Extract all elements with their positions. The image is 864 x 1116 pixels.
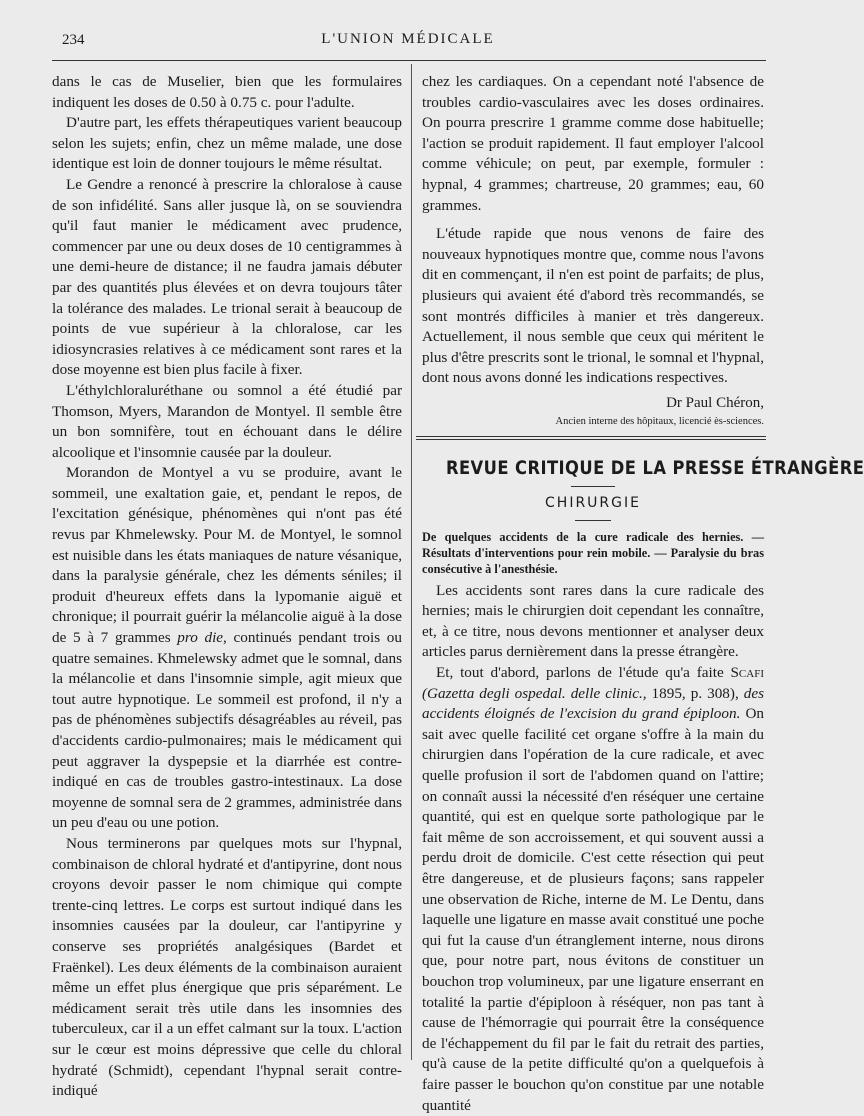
paragraph bbox=[422, 663, 764, 1116]
column-divider bbox=[411, 64, 412, 1060]
text-run: Et, tout d'abord, parlons de l'étude qu'a faite bbox=[436, 664, 731, 682]
section-double-rule bbox=[416, 436, 766, 440]
paragraph: Les accidents sont rares dans la cure radicale des hernies; mais le chirurgien doit cependant les connaître, et, à ce titre, nous devons mentionner et analyser deux articles parus dernièrement dans la presse étrangère. bbox=[422, 581, 764, 661]
paragraph bbox=[52, 463, 402, 834]
paragraph: L'éthylchloraluréthane ou somnol a été étudié par Thomson, Myers, Marandon de Montyel. Il semble être un bon somnifère, tout en échouant dans le délire alcoolique et l'insomnie causée par la douleur. bbox=[52, 381, 402, 461]
short-rule bbox=[575, 520, 611, 521]
author-title: Ancien interne des hôpitaux, licencié ès-sciences. bbox=[555, 415, 764, 427]
right-column bbox=[422, 72, 864, 1116]
paragraph: Nous terminerons par quelques mots sur l'hypnal, combinaison de chloral hydraté et d'antipyrine, dont nous croyons devoir passer le nom chimique qui compte trente-cinq lettres. Le corps est surtout indiqué dans les insomnies causées par la douleur, car l'antipyrine y conserve ses propriétés analgésiques (Bardet et Fraënkel). Les deux éléments de la combinaison auraient même un effet plus énergique que pris séparément. Le médicament serait très utile dans les insomnies des tuberculeux, car il a un effet calmant sur la toux. L'action sur le cœur est moins dépressive que celle du chloral hydraté (Schmidt), cependant l'hypnal serait contre-indiqué bbox=[52, 834, 402, 1100]
short-rule bbox=[571, 486, 615, 487]
paragraph: dans le cas de Muselier, bien que les formulaires indiquent les doses de 0.50 à 0.75 c. pour l'adulte. bbox=[52, 73, 402, 111]
paragraph: L'étude rapide que nous venons de faire des nouveaux hypnotiques montre que, comme nous l'avons dit en commençant, il n'en est point de parfaits; de plus, plusieurs qui avaient été d'abord très recommandés, se sont montrés difficiles à manier et très dangereux. Actuellement, il nous semble que ceux qui méritent le plus d'être prescrits sont le trional, le somnal et l'hypnal, dont nous avons donné les indications respectives. bbox=[422, 225, 764, 387]
journal-name: (Gazetta degli ospedal. delle clinic., bbox=[422, 684, 647, 702]
paragraph: chez les cardiaques. On a cependant noté l'absence de troubles cardio-vasculaires avec les doses ordinaires. On pourra prescrire 1 gramme comme dose habituelle; l'action se produit rapidement. Il faut employer l'alcool comme véhicule; on peut, par exemple, formuler : hypnal, 4 grammes; chartreuse, 20 grammes; eau, 60 grammes. bbox=[422, 73, 764, 214]
text-run: Morandon de Montyel a vu se produire, avant le sommeil, une exaltation gaie, et, pendant le repos, de l'excitation génésique, phénomènes qui n'ont pas été revus par Khmelewsky. Pour M. de Montyel, le somnol est nuisible dans les états maniaques de nature vésanique, dans la paralysie générale, chez les déments séniles; il produit d'heureux effets dans la lypomanie aiguë et chronique; il pourrait guérir la mélancolie aiguë à la dose de 5 à 7 grammes bbox=[52, 464, 402, 647]
paragraph: Le Gendre a renoncé à prescrire la chloralose à cause de son infidélité. Sans aller jusque là, on se souviendra qu'il faut manier le médicament avec prudence, commencer par une ou deux doses de 10 centigrammes à une demi-heure de distance; il ne faudra jamais débuter par des quantités plus élevées et on devra toujours tâter la tolérance des malades. Le trional serait à beaucoup de points de vue supérieur à la chloralose, car les idiosyncrasies relatives à ce médicament sont rares et la dose moyenne est bien plus facile à fixer. bbox=[52, 175, 402, 379]
page-header bbox=[52, 28, 764, 54]
text-run: 1895, p. 308), bbox=[646, 684, 744, 702]
section-title: REVUE CRITIQUE DE LA PRESSE ÉTRANGÈRE bbox=[445, 456, 864, 479]
author-name: Scafi bbox=[730, 664, 764, 682]
text-run: On sait avec quelle facilité cet organe s'offre à la main du chirurgien dans l'opération de la cure radicale, et avec quelle profusion il sort de l'abdomen quand on l'attire; on connaît aussi la nécessité d'en réséquer une certaine quantité, qui est en quelque sorte pathologique par le fait même de son accroissement, et qui souvent aussi a perdu droit de domicile. C'est cette résection qui peut être dangereuse, et de plusieurs façons; sans rappeler une observation de Riche, interne de M. Le Dentu, dans laquelle une ligature en masse avait constitué une poche qui fut la cause d'un étranglement interne, nous dirons que, pour notre part, nous évitons de constituer un bouchon trop volumineux, par une ligature enserrant en totalité la partie d'épiploon à réséquer, non pas tant à cause de l'hémorragie qui pourrait être la conséquence de l'échappement du fil par le fait du retrait des parties, qu'à cause de la petite difficulté qu'on a quelquefois à faire passer le bouchon qu'on constitue par une notable quantité bbox=[422, 705, 765, 1114]
italic-term: pro die bbox=[177, 629, 224, 647]
running-head: L'UNION MÉDICALE bbox=[321, 31, 495, 47]
header-rule bbox=[52, 60, 766, 61]
paragraph: D'autre part, les effets thérapeutiques varient beaucoup selon les sujets; enfin, chez un même malade, une dose identique est loin de donner toujours le même résultat. bbox=[52, 114, 402, 173]
article-title: des accidents éloignés de l'excision du grand épiploon. bbox=[422, 684, 765, 723]
article-abstract: De quelques accidents de la cure radicale des hernies. — Résultats d'interventions pour rein mobile. — Paralysie du bras consécutive à l'anesthésie. bbox=[422, 529, 764, 576]
page-number: 234 bbox=[62, 32, 85, 48]
text-run: , continués pendant trois ou quatre semaines. Khmelewsky admet que le somnal, dans la mélancolie et dans l'insomnie simple, agit mieux que tout autre hypnotique. Le sommeil est profond, il n'y a pas de phénomènes subjectifs désagréables au réveil, pas d'accidents cardio-pulmonaires; mais le médicament qui peut aggraver la dyspepsie et la diarrhée est contre-indiqué en cas de troubles gastro-intestinaux. La dose moyenne de somnal sera de 2 grammes, administrée dans un peu d'eau ou une potion. bbox=[52, 629, 402, 832]
left-column bbox=[52, 72, 402, 1102]
subsection-title: CHIRURGIE bbox=[545, 495, 641, 512]
author-signature: Dr Paul Chéron, bbox=[666, 394, 764, 411]
